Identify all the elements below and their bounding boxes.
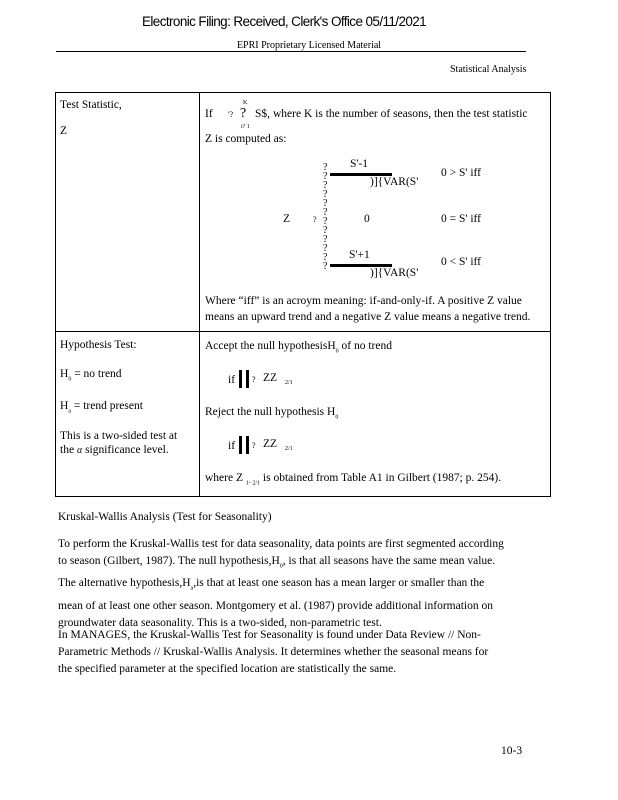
brace-glyph: ? [323, 252, 328, 263]
zz-expression: ZZ [263, 438, 278, 450]
numerator-case3: S'+1 [349, 249, 370, 261]
value-case2: 0 [364, 213, 370, 225]
denominator-case1: )]{VAR(S' [370, 176, 419, 188]
proprietary-notice: EPRI Proprietary Licensed Material [236, 40, 382, 51]
half-subscript: 2/1 [285, 446, 293, 452]
brace-glyph: ? [323, 225, 328, 236]
if-suffix: where K is the number of seasons, then the test statistic [273, 108, 528, 120]
brace-glyph: ? [323, 180, 328, 191]
reject-text: Reject the null hypothesis $H_0$ [205, 406, 339, 421]
sum-upper-limit: K [243, 100, 248, 106]
z-lhs: Z [283, 213, 291, 225]
two-sided-line1: This is a two-sided test at [60, 430, 178, 442]
header-rule [56, 51, 526, 52]
accept-text: Accept the null hypothesisH$_0$ of no trend [205, 340, 392, 355]
ha-definition: $H_a$ = trend present [60, 400, 143, 415]
iff-note-line2: means an upward trend and a negative Z value means a negative trend. [205, 311, 531, 323]
condition-case2: 0 = S' iff [441, 213, 481, 225]
brace-glyph: ? [323, 189, 328, 200]
zz-expression: ZZ [263, 372, 278, 384]
numerator-case1: S'-1 [350, 158, 369, 170]
table-border-top [55, 92, 551, 93]
paragraph-2: In MANAGES, the Kruskal-Wallis Test for Seasonality is found under Data Review // Non- Parametric Methods // Kruskal-Wallis Analysis. It determines whether the seasonal means for the specified parameter at the specified location are statistically the same. [58, 629, 489, 675]
two-sided-line2: the α significance level. [60, 444, 169, 456]
half-subscript: 2/1 [285, 380, 293, 386]
paragraph-1: To perform the Kruskal-Wallis test for data seasonality, data points are first segmented according to season (Gilbert, 1987). The null $hypothesis,H_0$, is that all seasons have the same mean value. The alternative $hypothesis,H_a,is$ that at least one season has a mean larger or smaller than the mean of at least one other season. Montgomery et al. (1987) provide additional information on groundwater data seasonality. This is a two-sided, non-parametric test. [58, 538, 504, 629]
table-reference-text: where Z $_{1- 2/1}$ is obtained from Table A1 in Gilbert (1987; p. 254). [205, 472, 502, 487]
abs-bar-right [246, 436, 249, 454]
hypothesis-test-label: Hypothesis Test: [60, 339, 137, 351]
sum-quote: '? [228, 110, 233, 119]
z-computed-text: Z is computed as: [205, 133, 287, 145]
brace-glyph: ? [323, 234, 328, 245]
brace-glyph: ? [323, 198, 328, 209]
brace-glyph: ? [323, 243, 328, 254]
section-title: Statistical Analysis [450, 64, 527, 75]
abs-bar-right [246, 370, 249, 388]
sum-expression: S$, [255, 108, 271, 120]
if-word: if [228, 440, 236, 452]
brace-glyph: ? [323, 171, 328, 182]
abs-bar-left [239, 370, 242, 388]
h0-definition: $H_0$ = no trend [60, 368, 122, 383]
sum-lower-limit: i? 1 [241, 124, 250, 130]
kruskal-wallis-heading: Kruskal-Wallis Analysis (Test for Seasonality) [58, 511, 272, 523]
efiling-stamp: Electronic Filing: Received, Clerk's Office 05/11/2021 [142, 14, 427, 29]
if-prefix: If [205, 108, 213, 120]
table-border-right [550, 92, 551, 497]
condition-case1: 0 > S' iff [441, 167, 481, 179]
sum-symbol: ? [240, 106, 247, 121]
alpha-symbol: α [76, 445, 83, 456]
brace-glyph: ? [323, 216, 328, 227]
table-border-bottom [55, 496, 551, 497]
table-row-divider [55, 331, 551, 332]
q-mark: ? [252, 441, 256, 450]
equals-mark: ? [313, 215, 317, 224]
iff-note-line1: Where “iff” is an acroym meaning: if-and-only-if. A positive Z value [205, 295, 522, 307]
test-statistic-label: Test Statistic, [60, 99, 122, 111]
brace-glyph: ? [323, 162, 328, 173]
table-border-left [55, 92, 56, 497]
brace-glyph: ? [323, 261, 328, 272]
denominator-case3: )]{VAR(S' [370, 267, 419, 279]
abs-bar-left [239, 436, 242, 454]
if-word: if [228, 374, 236, 386]
page-number: 10-3 [501, 745, 523, 757]
condition-case3: 0 < S' iff [441, 256, 481, 268]
table-column-divider [199, 92, 200, 497]
q-mark: ? [252, 375, 256, 384]
z-symbol: Z [60, 125, 68, 137]
brace-glyph: ? [323, 207, 328, 218]
